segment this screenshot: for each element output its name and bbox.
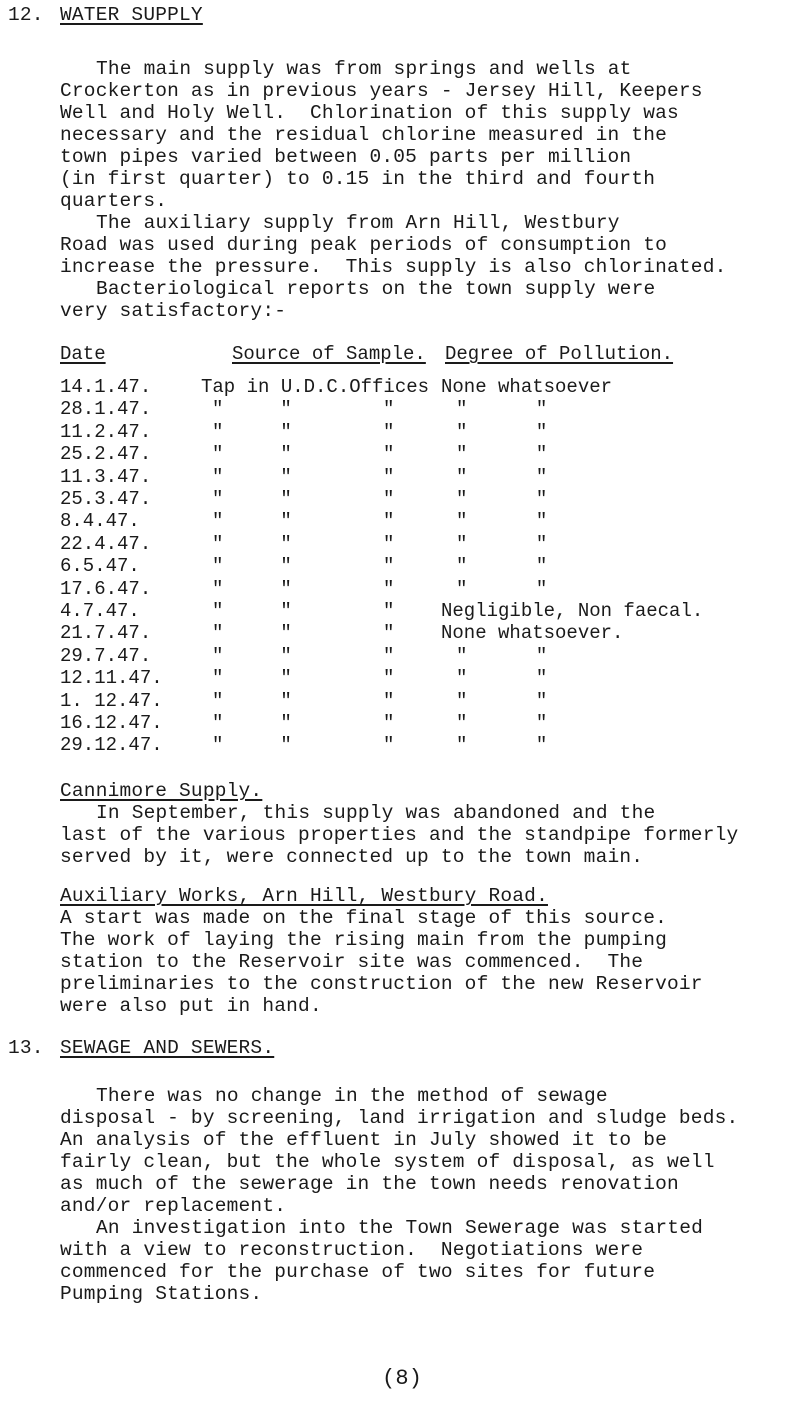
cell-date: 12.11.47. [60, 667, 163, 690]
text-line: necessary and the residual chlorine measured in the [60, 124, 667, 146]
auxiliary-works-heading: Auxiliary Works, Arn Hill, Westbury Road. [60, 885, 548, 907]
text-line: and/or replacement. [60, 1195, 287, 1217]
text-line: The work of laying the rising main from the pumping [60, 929, 667, 951]
cell-date: 17.6.47. [60, 577, 152, 600]
text-line: were also put in hand. [60, 995, 322, 1017]
cell-source: " " " [212, 712, 395, 734]
cell-source: " " " [212, 532, 395, 555]
text-line: served by it, were connected up to the town main. [60, 846, 644, 868]
cell-degree: " " [456, 644, 548, 667]
table-row [60, 466, 800, 488]
table-row [60, 622, 800, 644]
cell-source: " " " [212, 600, 395, 622]
cell-degree: None whatsoever. [441, 622, 624, 645]
cannimore-heading: Cannimore Supply. [60, 780, 263, 802]
table-row [60, 600, 800, 622]
text-line: The auxiliary supply from Arn Hill, Westbury [96, 212, 620, 234]
text-line: preliminaries to the construction of the new Reservoir [60, 973, 703, 995]
section-heading-water-supply: WATER SUPPLY [60, 4, 203, 26]
cell-degree: " " [456, 532, 548, 555]
text-line: very satisfactory:- [60, 300, 287, 322]
cell-source: " " " [212, 398, 395, 421]
cell-date: 11.2.47. [60, 420, 152, 443]
cell-degree: " " [456, 465, 548, 488]
cell-date: 16.12.47. [60, 712, 163, 734]
cell-source: " " " [212, 488, 395, 510]
text-line: Well and Holy Well. Chlorination of this supply was [60, 102, 679, 124]
cell-date: 25.3.47. [60, 488, 152, 510]
cell-date: 6.5.47. [60, 555, 140, 578]
cell-degree: " " [456, 712, 548, 734]
cell-degree: " " [456, 667, 548, 690]
cell-date: 29.12.47. [60, 734, 163, 757]
header-date: Date [60, 343, 106, 365]
cell-source: " " " [212, 555, 395, 578]
table-row [60, 398, 800, 420]
text-line: station to the Reservoir site was commenced. The [60, 951, 644, 973]
cell-degree: Negligible, Non faecal. [441, 600, 704, 622]
table-row [60, 421, 800, 443]
cell-degree: " " [456, 398, 548, 421]
text-line: increase the pressure. This supply is also chlorinated. [60, 256, 727, 278]
cell-date: 22.4.47. [60, 532, 152, 555]
table-row [60, 667, 800, 689]
table-row [60, 488, 800, 510]
cell-source: " " " [212, 734, 395, 757]
cell-date: 4.7.47. [60, 600, 140, 622]
table-row [60, 443, 800, 465]
table-row [60, 376, 800, 398]
section-number-12: 12. [8, 4, 44, 26]
text-line: Road was used during peak periods of consumption to [60, 234, 667, 256]
cell-source: " " " [212, 420, 395, 443]
cell-date: 1. 12.47. [60, 689, 163, 712]
bacteriological-reports-table [60, 343, 800, 783]
text-line: Pumping Stations. [60, 1283, 263, 1305]
table-row [60, 555, 800, 577]
cell-degree: " " [456, 420, 548, 443]
cell-degree: " " [456, 734, 548, 757]
text-line: fairly clean, but the whole system of disposal, as well [60, 1151, 715, 1173]
cell-source: " " " [212, 667, 395, 690]
text-line: quarters. [60, 190, 168, 212]
cell-date: 25.2.47. [60, 443, 152, 466]
cell-degree: " " [456, 488, 548, 510]
cell-date: 14.1.47. [60, 376, 152, 398]
text-line: The main supply was from springs and wells at [96, 58, 632, 80]
table-row [60, 690, 800, 712]
table-row [60, 533, 800, 555]
text-line: Bacteriological reports on the town supply were [96, 278, 656, 300]
text-line: disposal - by screening, land irrigation and sludge beds. [60, 1107, 739, 1129]
cell-degree: " " [456, 689, 548, 712]
text-line: An investigation into the Town Sewerage was started [96, 1217, 703, 1239]
section-heading-sewage: SEWAGE AND SEWERS. [60, 1037, 275, 1059]
cell-date: 29.7.47. [60, 644, 152, 667]
cell-degree: " " [456, 577, 548, 600]
cell-date: 11.3.47. [60, 465, 152, 488]
text-line: last of the various properties and the standpipe formerly [60, 824, 739, 846]
table-header-row [60, 343, 800, 365]
table-row [60, 712, 800, 734]
text-line: There was no change in the method of sewage [96, 1085, 608, 1107]
table-row [60, 510, 800, 532]
table-row [60, 645, 800, 667]
cell-degree: " " [456, 443, 548, 466]
cell-source: " " " [212, 577, 395, 600]
table-row [60, 734, 800, 756]
cell-date: 8.4.47. [60, 510, 140, 533]
table-row [60, 578, 800, 600]
text-line: town pipes varied between 0.05 parts per million [60, 146, 632, 168]
cell-source: " " " [212, 465, 395, 488]
text-line: commenced for the purchase of two sites for future [60, 1261, 656, 1283]
header-source: Source of Sample. [232, 343, 426, 365]
text-line: Crockerton as in previous years - Jersey Hill, Keepers [60, 80, 703, 102]
cell-source: " " " [212, 622, 395, 645]
cell-date: 21.7.47. [60, 622, 152, 645]
cell-source: Tap in U.D.C.Offices [201, 376, 430, 398]
text-line: (in first quarter) to 0.15 in the third and fourth [60, 168, 656, 190]
header-degree: Degree of Pollution. [445, 343, 674, 365]
page-number: (8) [382, 1366, 423, 1391]
section-number-13: 13. [8, 1037, 44, 1059]
cell-source: " " " [212, 510, 395, 533]
text-line: An analysis of the effluent in July showed it to be [60, 1129, 667, 1151]
cell-degree: " " [456, 555, 548, 578]
text-line: as much of the sewerage in the town needs renovation [60, 1173, 679, 1195]
text-line: In September, this supply was abandoned and the [96, 802, 656, 824]
text-line: with a view to reconstruction. Negotiations were [60, 1239, 644, 1261]
cell-degree: " " [456, 510, 548, 533]
cell-source: " " " [212, 644, 395, 667]
text-line: A start was made on the final stage of this source. [60, 907, 667, 929]
cell-source: " " " [212, 443, 395, 466]
cell-degree: None whatsoever [441, 376, 613, 398]
cell-date: 28.1.47. [60, 398, 152, 421]
cell-source: " " " [212, 689, 395, 712]
